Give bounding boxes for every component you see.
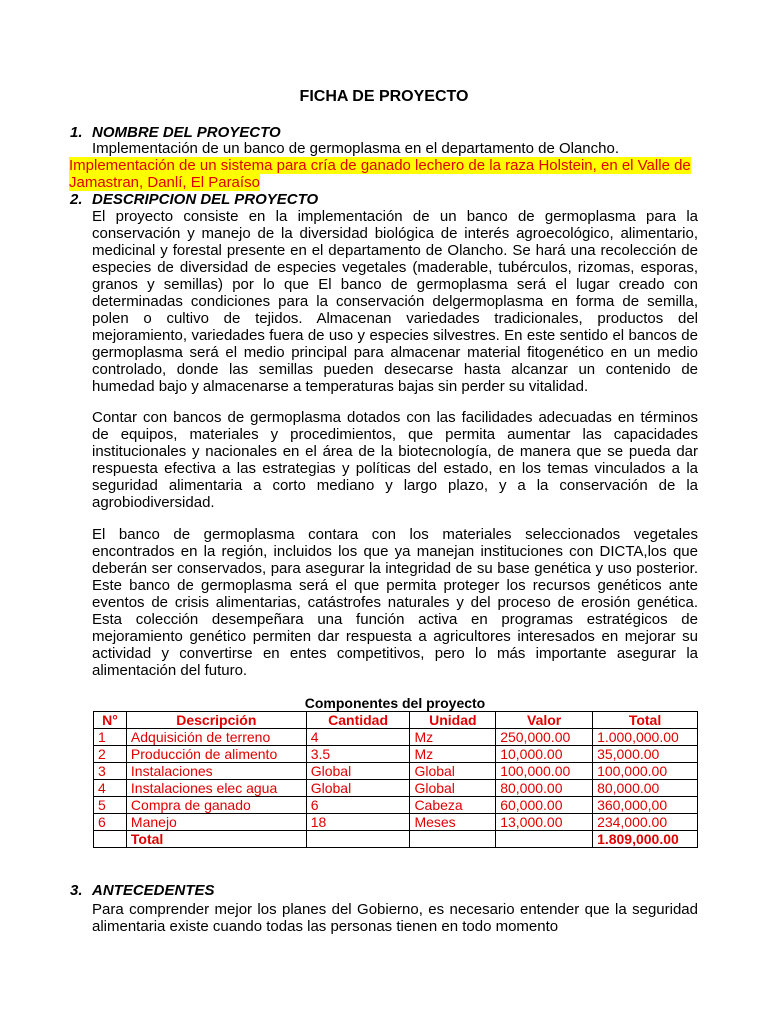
section-3-title: ANTECEDENTES xyxy=(92,882,215,899)
components-table xyxy=(93,711,698,848)
row-unit: Cabeza xyxy=(410,797,496,814)
document-title: FICHA DE PROYECTO xyxy=(299,88,469,105)
row-unit: Meses xyxy=(410,814,496,831)
row-quantity: 3.5 xyxy=(306,746,410,763)
total-empty-cell xyxy=(410,831,496,848)
row-quantity: Global xyxy=(306,763,410,780)
row-number: 4 xyxy=(94,780,127,797)
table-row xyxy=(94,797,698,814)
row-quantity: Global xyxy=(306,780,410,797)
header-total: Total xyxy=(593,712,698,729)
row-unit: Mz xyxy=(410,729,496,746)
section-3-heading xyxy=(70,882,215,899)
row-number: 5 xyxy=(94,797,127,814)
section-1-title: NOMBRE DEL PROYECTO xyxy=(92,124,281,141)
row-quantity: 18 xyxy=(306,814,410,831)
header-number: N° xyxy=(94,712,127,729)
row-number: 3 xyxy=(94,763,127,780)
total-value: 1.809,000.00 xyxy=(593,831,698,848)
section-2-number: 2. xyxy=(70,191,83,208)
section-1-heading xyxy=(70,124,281,141)
row-value: 13,000.00 xyxy=(496,814,593,831)
row-unit: Mz xyxy=(410,746,496,763)
row-description: Compra de ganado xyxy=(126,797,306,814)
table-header-row xyxy=(94,712,698,729)
total-empty-cell xyxy=(496,831,593,848)
row-description: Producción de alimento xyxy=(126,746,306,763)
row-value: 100,000.00 xyxy=(496,763,593,780)
table-row xyxy=(94,746,698,763)
section-2-heading xyxy=(70,191,318,208)
row-value: 80,000.00 xyxy=(496,780,593,797)
table-row xyxy=(94,814,698,831)
description-paragraph-2: Contar con bancos de germoplasma dotados con las facilidades adecuadas en términos de equipos, materiales y procedimientos, que permita aumentar las capacidades institucionales y nacionales en el área de la biotecnología, de manera que se pueda dar respuesta efectiva a las estrategias y políticas del estado, en los temas vinculados a la seguridad alimentaria a corto mediano y largo plazo, y a la conservación de la agrobiodiversidad. xyxy=(92,409,698,511)
total-empty-cell xyxy=(306,831,410,848)
row-description: Instalaciones elec agua xyxy=(126,780,306,797)
row-number: 2 xyxy=(94,746,127,763)
highlighted-text: Implementación de un sistema para cría de ganado lechero de la raza Holstein, en el Valle de Jamastran, Danlí, El Paraíso xyxy=(69,157,691,191)
row-total: 80,000.00 xyxy=(593,780,698,797)
row-value: 250,000.00 xyxy=(496,729,593,746)
row-unit: Global xyxy=(410,780,496,797)
row-value: 60,000.00 xyxy=(496,797,593,814)
header-value: Valor xyxy=(496,712,593,729)
row-value: 10,000.00 xyxy=(496,746,593,763)
table-total-row xyxy=(94,831,698,848)
row-number: 1 xyxy=(94,729,127,746)
section-2-title: DESCRIPCION DEL PROYECTO xyxy=(92,191,319,208)
table-row xyxy=(94,763,698,780)
total-label: Total xyxy=(126,831,306,848)
row-description: Adquisición de terreno xyxy=(126,729,306,746)
total-empty-cell xyxy=(94,831,127,848)
table-row xyxy=(94,729,698,746)
row-total: 234,000.00 xyxy=(593,814,698,831)
table-caption: Componentes del proyecto xyxy=(304,695,486,711)
header-unit: Unidad xyxy=(410,712,496,729)
row-number: 6 xyxy=(94,814,127,831)
row-total: 35,000.00 xyxy=(593,746,698,763)
row-quantity: 4 xyxy=(306,729,410,746)
description-paragraph-1: El proyecto consiste en la implementación de un banco de germoplasma para la conservación y manejo de la diversidad biológica de interés agroecológico, alimentario, medicinal y forestal presente en el departamento de Olancho. Se hará una recolección de especies de diversidad de especies vegetales (maderable, tubérculos, rizomas, esporas, granos y semillas) por lo que El banco de germoplasma será el lugar creado con determinadas condiciones para la conservación delgermoplasma en forma de semilla, polen o cultivo de tejidos. Almacenan variedades tradicionales, productos del mejoramiento, variedades fuera de uso y especies silvestres. En este sentido el bancos de germoplasma será el medio principal para almacenar material fitogenético en un medio controlado, donde las semillas pueden desecarse hasta alcanzar un contenido de humedad bajo y almacenarse a temperaturas bajas sin perder su vitalidad. xyxy=(92,208,698,395)
section-1-highlight xyxy=(69,157,699,191)
row-description: Instalaciones xyxy=(126,763,306,780)
row-total: 100,000.00 xyxy=(593,763,698,780)
antecedentes-text: Para comprender mejor los planes del Gobierno, es necesario entender que la seguridad alimentaria existe cuando todas las personas tienen en todo momento xyxy=(92,901,698,935)
section-1-number: 1. xyxy=(70,124,83,141)
row-total: 1.000,000.00 xyxy=(593,729,698,746)
description-paragraph-3: El banco de germoplasma contara con los materiales seleccionados vegetales encontrados en la región, incluidos los que ya manejan instituciones con DICTA,los que deberán ser conservados, para asegurar la integridad de su base genética y uso posterior. Este banco de germoplasma será el que permita proteger los recursos genéticos ante eventos de crisis alimentarias, catástrofes naturales y del proceso de erosión genética. Esta colección desempeñara una función activa en programas estratégicos de mejoramiento genético permiten dar respuesta a agricultores interesados en mejorar su actividad y convertirse en entes competitivos, pero lo más importante asegurar la alimentación del futuro. xyxy=(92,526,698,679)
table-row xyxy=(94,780,698,797)
row-description: Manejo xyxy=(126,814,306,831)
section-3-number: 3. xyxy=(70,882,83,899)
row-unit: Global xyxy=(410,763,496,780)
row-quantity: 6 xyxy=(306,797,410,814)
header-quantity: Cantidad xyxy=(306,712,410,729)
row-total: 360,000,00 xyxy=(593,797,698,814)
section-1-text: Implementación de un banco de germoplasma en el departamento de Olancho. xyxy=(92,140,619,157)
header-description: Descripción xyxy=(126,712,306,729)
